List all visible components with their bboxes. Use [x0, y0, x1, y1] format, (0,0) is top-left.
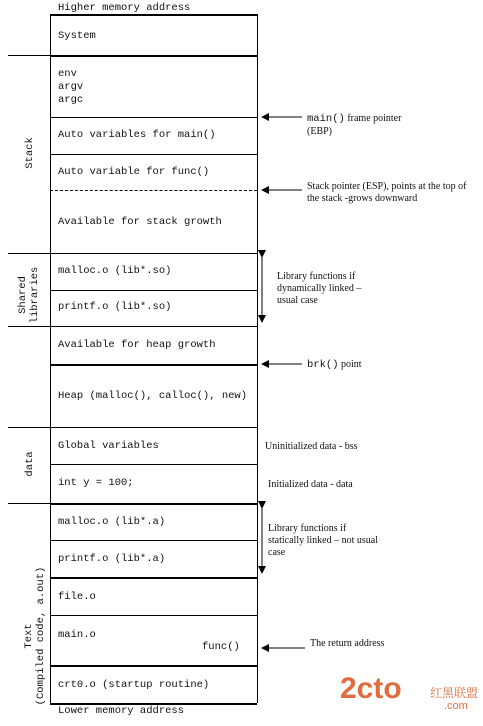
lib-dynamic-line2: dynamically linked – — [277, 283, 362, 294]
lib-static-line2: statically linked – not usual — [268, 535, 378, 546]
cell-printf-so: printf.o (lib*.so) — [58, 301, 172, 313]
cell-int-y: int y = 100; — [58, 477, 134, 489]
cell-malloc-a: malloc.o (lib*.a) — [58, 516, 166, 528]
cell-func: func() — [202, 641, 240, 653]
cell-env: env — [58, 68, 77, 80]
bss-label: Uninitialized data - bss — [265, 441, 358, 452]
cell-argv: argv — [58, 81, 84, 93]
brk-point-label — [307, 358, 362, 372]
brk-code: brk() — [307, 359, 339, 371]
esp-label-line2: the stack -grows downward — [307, 193, 418, 204]
cell-printf-a: printf.o (lib*.a) — [58, 553, 166, 565]
cell-file-o: file.o — [58, 591, 96, 603]
lib-dynamic-line1: Library functions if — [277, 271, 356, 282]
lib-dynamic-line3: usual case — [277, 295, 318, 306]
section-label-text-line2: (Compiled code, a.out) — [35, 566, 47, 706]
section-label-shared-line2: libraries — [29, 266, 41, 324]
cell-heap-growth: Available for heap growth — [58, 339, 216, 351]
section-label-stack: Stack — [24, 137, 36, 169]
cell-heap: Heap (malloc(), calloc(), new) — [58, 390, 248, 402]
cell-crt0: crt0.o (startup routine) — [58, 679, 210, 691]
cell-malloc-so: malloc.o (lib*.so) — [58, 265, 172, 277]
esp-label-line1: Stack pointer (ESP), points at the top of — [307, 181, 467, 192]
watermark-url: .com — [444, 700, 468, 712]
section-label-shared-line1: Shared — [17, 276, 29, 314]
init-data-label: Initialized data - data — [268, 479, 353, 490]
main-fp-text: frame pointer — [347, 113, 402, 124]
lower-memory-label: Lower memory address — [58, 705, 185, 717]
ebp-label: (EBP) — [307, 126, 332, 137]
cell-argc: argc — [58, 94, 84, 106]
cell-main-o: main.o — [58, 629, 96, 641]
section-label-data: data — [24, 451, 36, 477]
lib-static-line1: Library functions if — [268, 523, 347, 534]
cell-auto-main: Auto variables for main() — [58, 129, 216, 141]
main-fp-code: main() — [307, 113, 345, 125]
section-label-text-line1: Text — [23, 623, 35, 649]
cell-global-vars: Global variables — [58, 440, 159, 452]
watermark-sub: 红黑联盟 — [430, 686, 479, 700]
higher-memory-label: Higher memory address — [58, 2, 191, 14]
cell-stack-growth: Available for stack growth — [58, 216, 222, 228]
main-frame-pointer-label — [307, 112, 401, 126]
cell-system: System — [58, 30, 96, 42]
return-address-label: The return address — [310, 638, 385, 649]
lib-static-line3: case — [268, 547, 286, 558]
brk-text: point — [341, 359, 362, 370]
cell-auto-func: Auto variable for func() — [58, 166, 210, 178]
watermark-logo: 2cto — [340, 672, 402, 705]
